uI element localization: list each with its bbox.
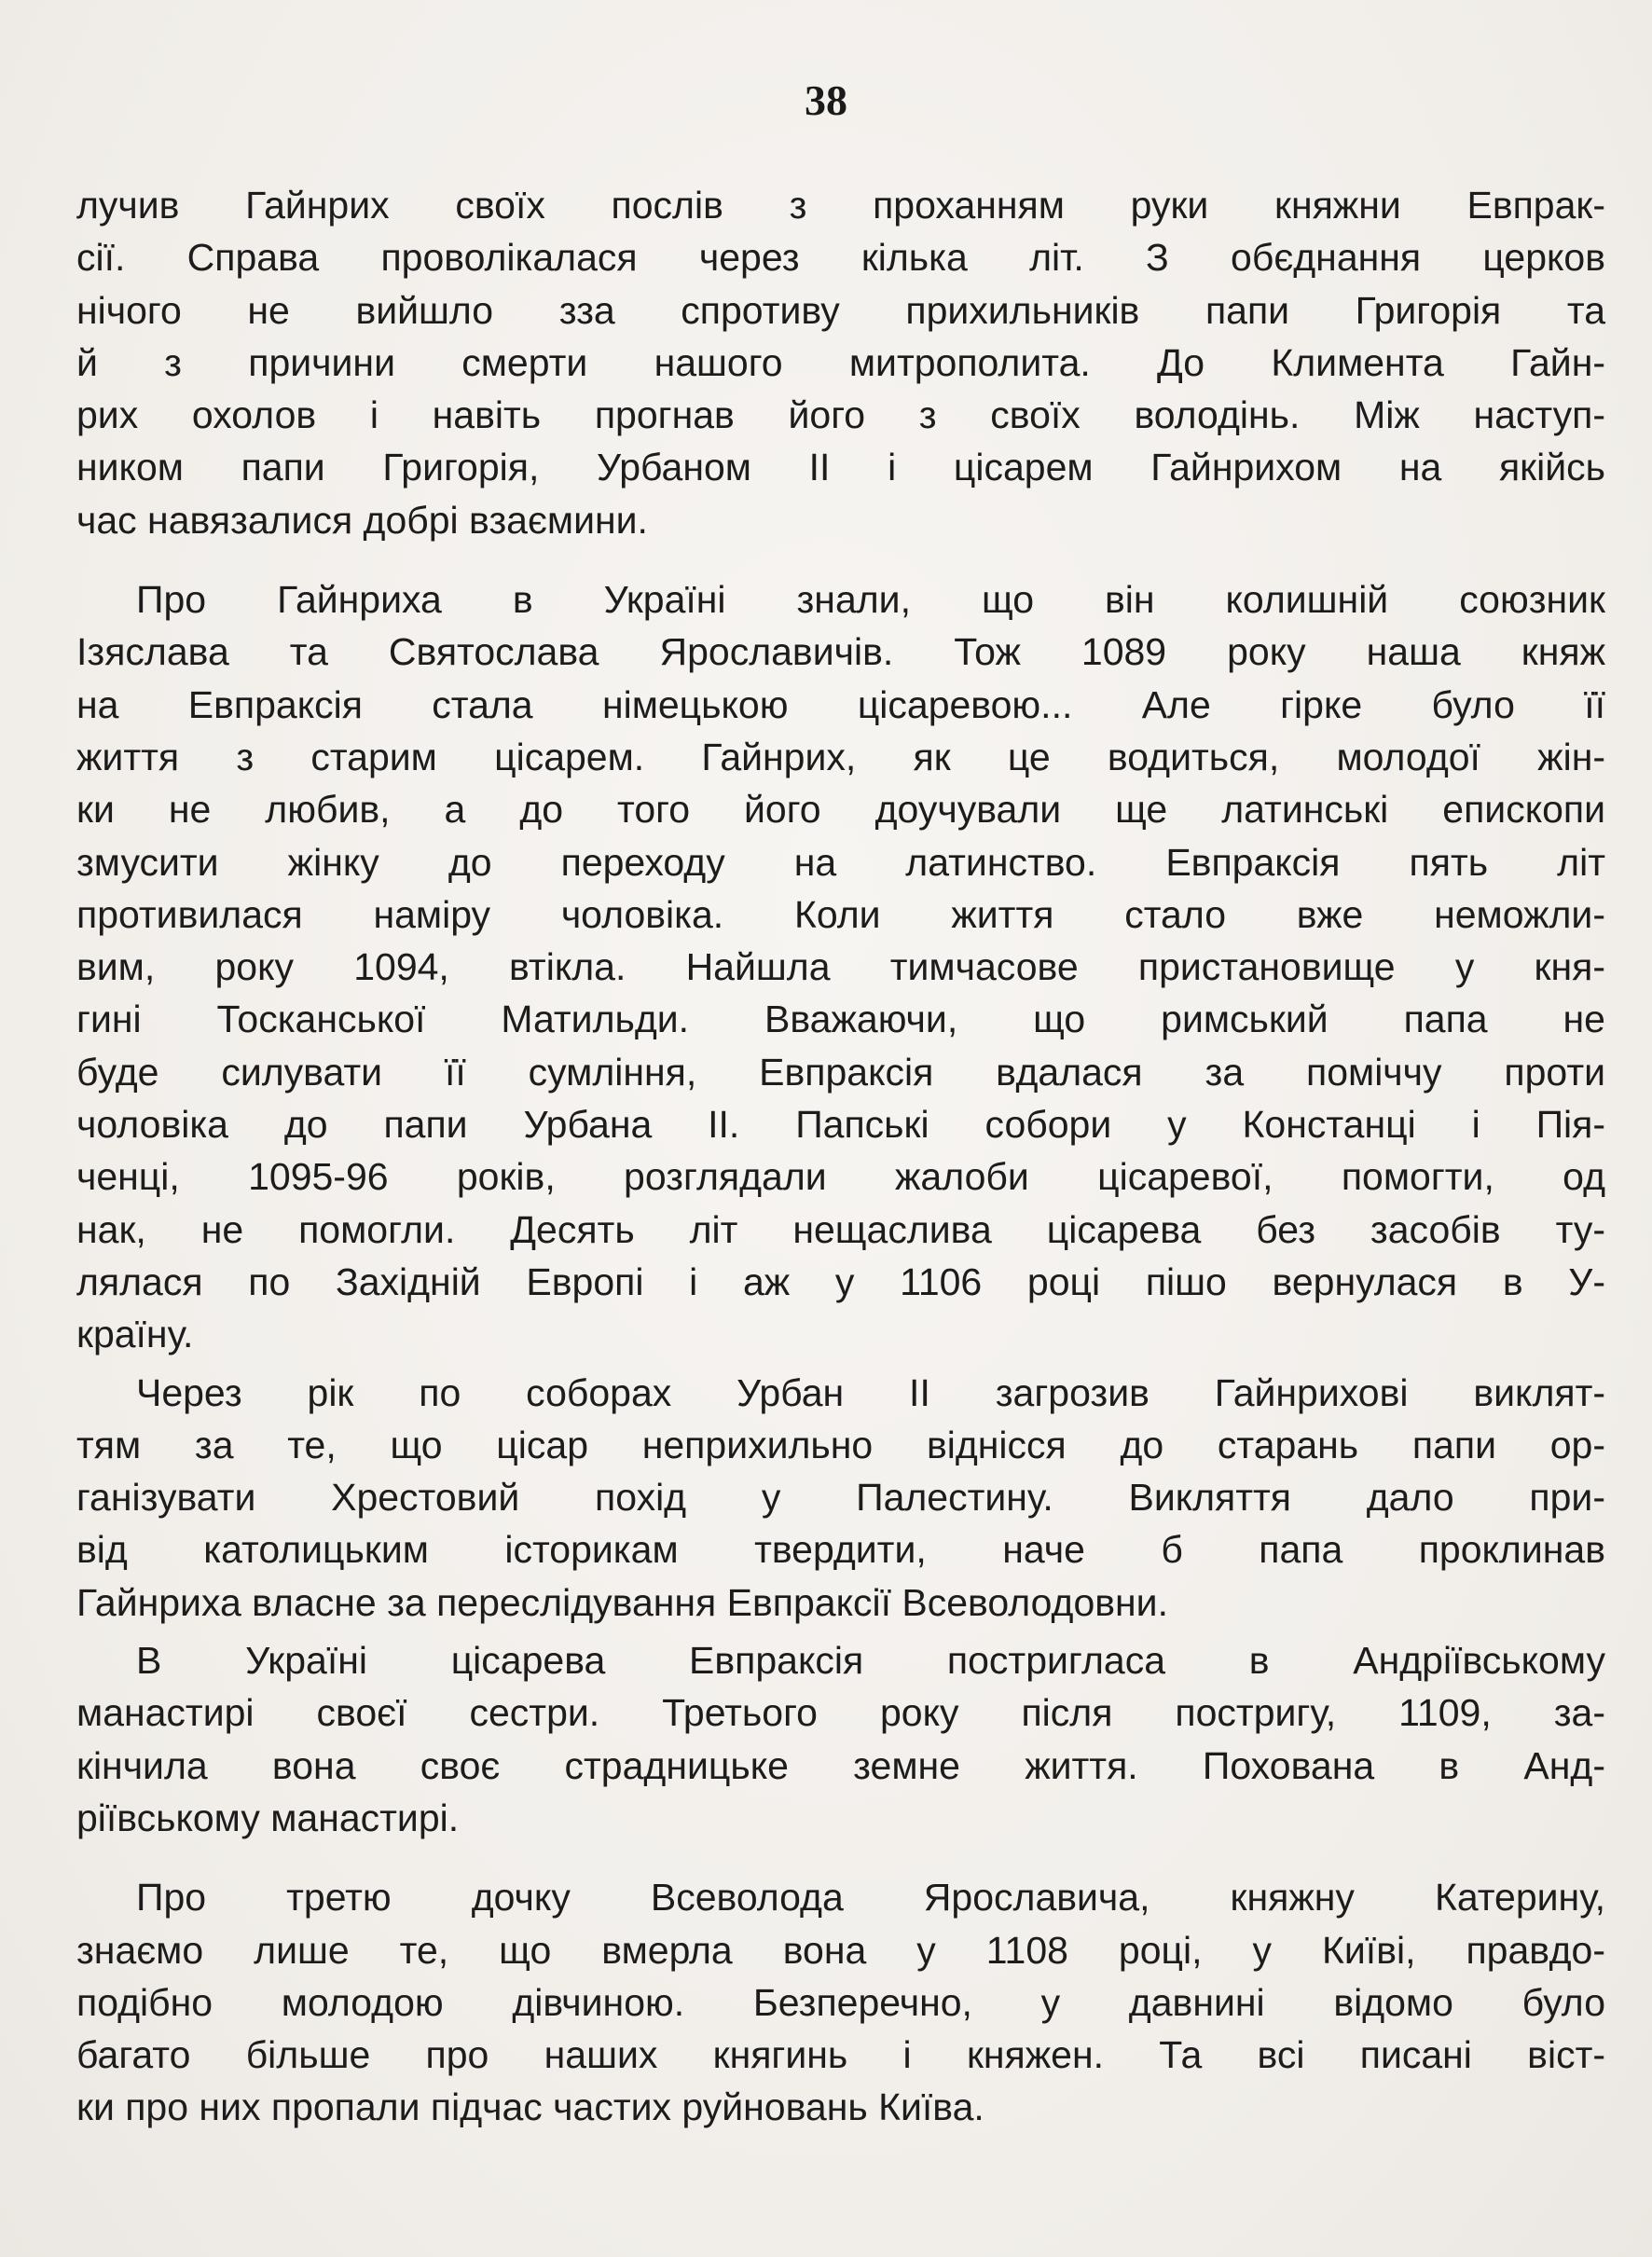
text-line: буде силувати її сумління, Евпраксія вдалася за поміччу проти xyxy=(76,1050,1605,1094)
paragraph-4 xyxy=(76,1634,1605,1844)
text-line: час навязалися добрі взаємини. xyxy=(76,498,648,542)
text-line: знаємо лише те, що вмерла вона у 1108 році, у Київі, правдо- xyxy=(76,1928,1605,1972)
text-line: В Україні цісарева Евпраксія постриглаcа в Андріївському xyxy=(136,1639,1605,1683)
text-line: на Евпраксія стала німецькою цісаревою... Але гірке було її xyxy=(76,682,1605,726)
text-line: тям за те, що цісар неприхильно віднісся до старань папи ор- xyxy=(76,1423,1605,1466)
paragraph-5 xyxy=(76,1871,1605,2133)
text-line: Через рік по соборах Урбан II загрозив Гайнрихові виклят- xyxy=(136,1370,1605,1414)
text-line: ченці, 1095-96 років, розглядали жалоби цісаревої, помогти, од xyxy=(76,1155,1605,1199)
text-line: чоловіка до папи Урбана II. Папські собори у Констанці і Пія- xyxy=(76,1103,1605,1147)
paragraph-1 xyxy=(76,179,1605,546)
text-line: гині Тосканської Матильди. Вважаючи, що римський папа не xyxy=(76,998,1605,1041)
text-line: ганізувати Хрестовий похід у Палестину. Викляття дало при- xyxy=(76,1476,1605,1520)
text-line: від католицьким історикам твердити, наче б папа проклинав xyxy=(76,1528,1605,1572)
text-line: ником папи Григорія, Урбаном II і цісарем Гайнрихом на якійсь xyxy=(76,446,1605,489)
text-line: ки не любив, а до того його доучували ще латинські епископи xyxy=(76,788,1605,832)
text-line: противилася наміру чоловіка. Коли життя стало вже неможли- xyxy=(76,892,1605,936)
text-line: країну. xyxy=(76,1313,194,1356)
text-line: Про Гайнриха в Україні знали, що він колишній союзник xyxy=(136,578,1605,622)
text-line: кінчила вона своє страдницьке земне життя. Похована в Анд- xyxy=(76,1743,1605,1787)
text-line: й з причини смерти нашого митрополита. До Климента Гайн- xyxy=(76,340,1605,384)
paragraph-2 xyxy=(76,573,1605,1360)
text-line: лучив Гайнрих своїх послів з проханням руки княжни Евпрак- xyxy=(76,184,1605,227)
text-line: вим, року 1094, втікла. Найшла тимчасове пристановище у кня- xyxy=(76,945,1605,989)
text-line: манастирі своєї сестри. Третього року після постригу, 1109, за- xyxy=(76,1691,1605,1735)
text-line: нак, не помогли. Десять літ нещаслива цісарева без засобів ту- xyxy=(76,1207,1605,1251)
text-line: сії. Справа проволікалася через кілька літ. З обєднання церков xyxy=(76,236,1605,280)
text-line: ки про них пропали підчас частих руйновань Київа. xyxy=(76,2085,984,2129)
page-number: 38 xyxy=(805,76,847,124)
text-line: життя з старим цісарем. Гайнрих, як це водиться, молодої жін- xyxy=(76,735,1605,778)
text-line: Гайнриха власне за переслідування Евпраксії Всеволодовни. xyxy=(76,1580,1168,1624)
text-line: нічого не вийшло зза спротиву прихильників папи Григорія та xyxy=(76,288,1605,332)
text-line: подібно молодою дівчиною. Безперечно, у давнині відомо було xyxy=(76,1980,1605,2024)
text-line: лялася по Західній Европі і аж у 1106 році пішо вернулася в У- xyxy=(76,1259,1605,1303)
text-line: багато більше про наших княгинь і княжен. Та всі писані віст- xyxy=(76,2033,1605,2077)
text-line: рих охолов і навіть прогнав його з своїх володінь. Між наступ- xyxy=(76,393,1605,437)
text-line: Ізяслава та Святослава Ярославичів. Тож 1089 року наша княж xyxy=(76,630,1605,674)
text-line: змусити жінку до переходу на латинство. Евпраксія пять літ xyxy=(76,840,1605,884)
body-text xyxy=(76,179,1605,2134)
text-line: Про третю дочку Всеволода Ярославича, княжну Катерину, xyxy=(136,1876,1605,1920)
text-line: ріївському манастирі. xyxy=(76,1796,460,1839)
paragraph-3 xyxy=(76,1367,1605,1629)
